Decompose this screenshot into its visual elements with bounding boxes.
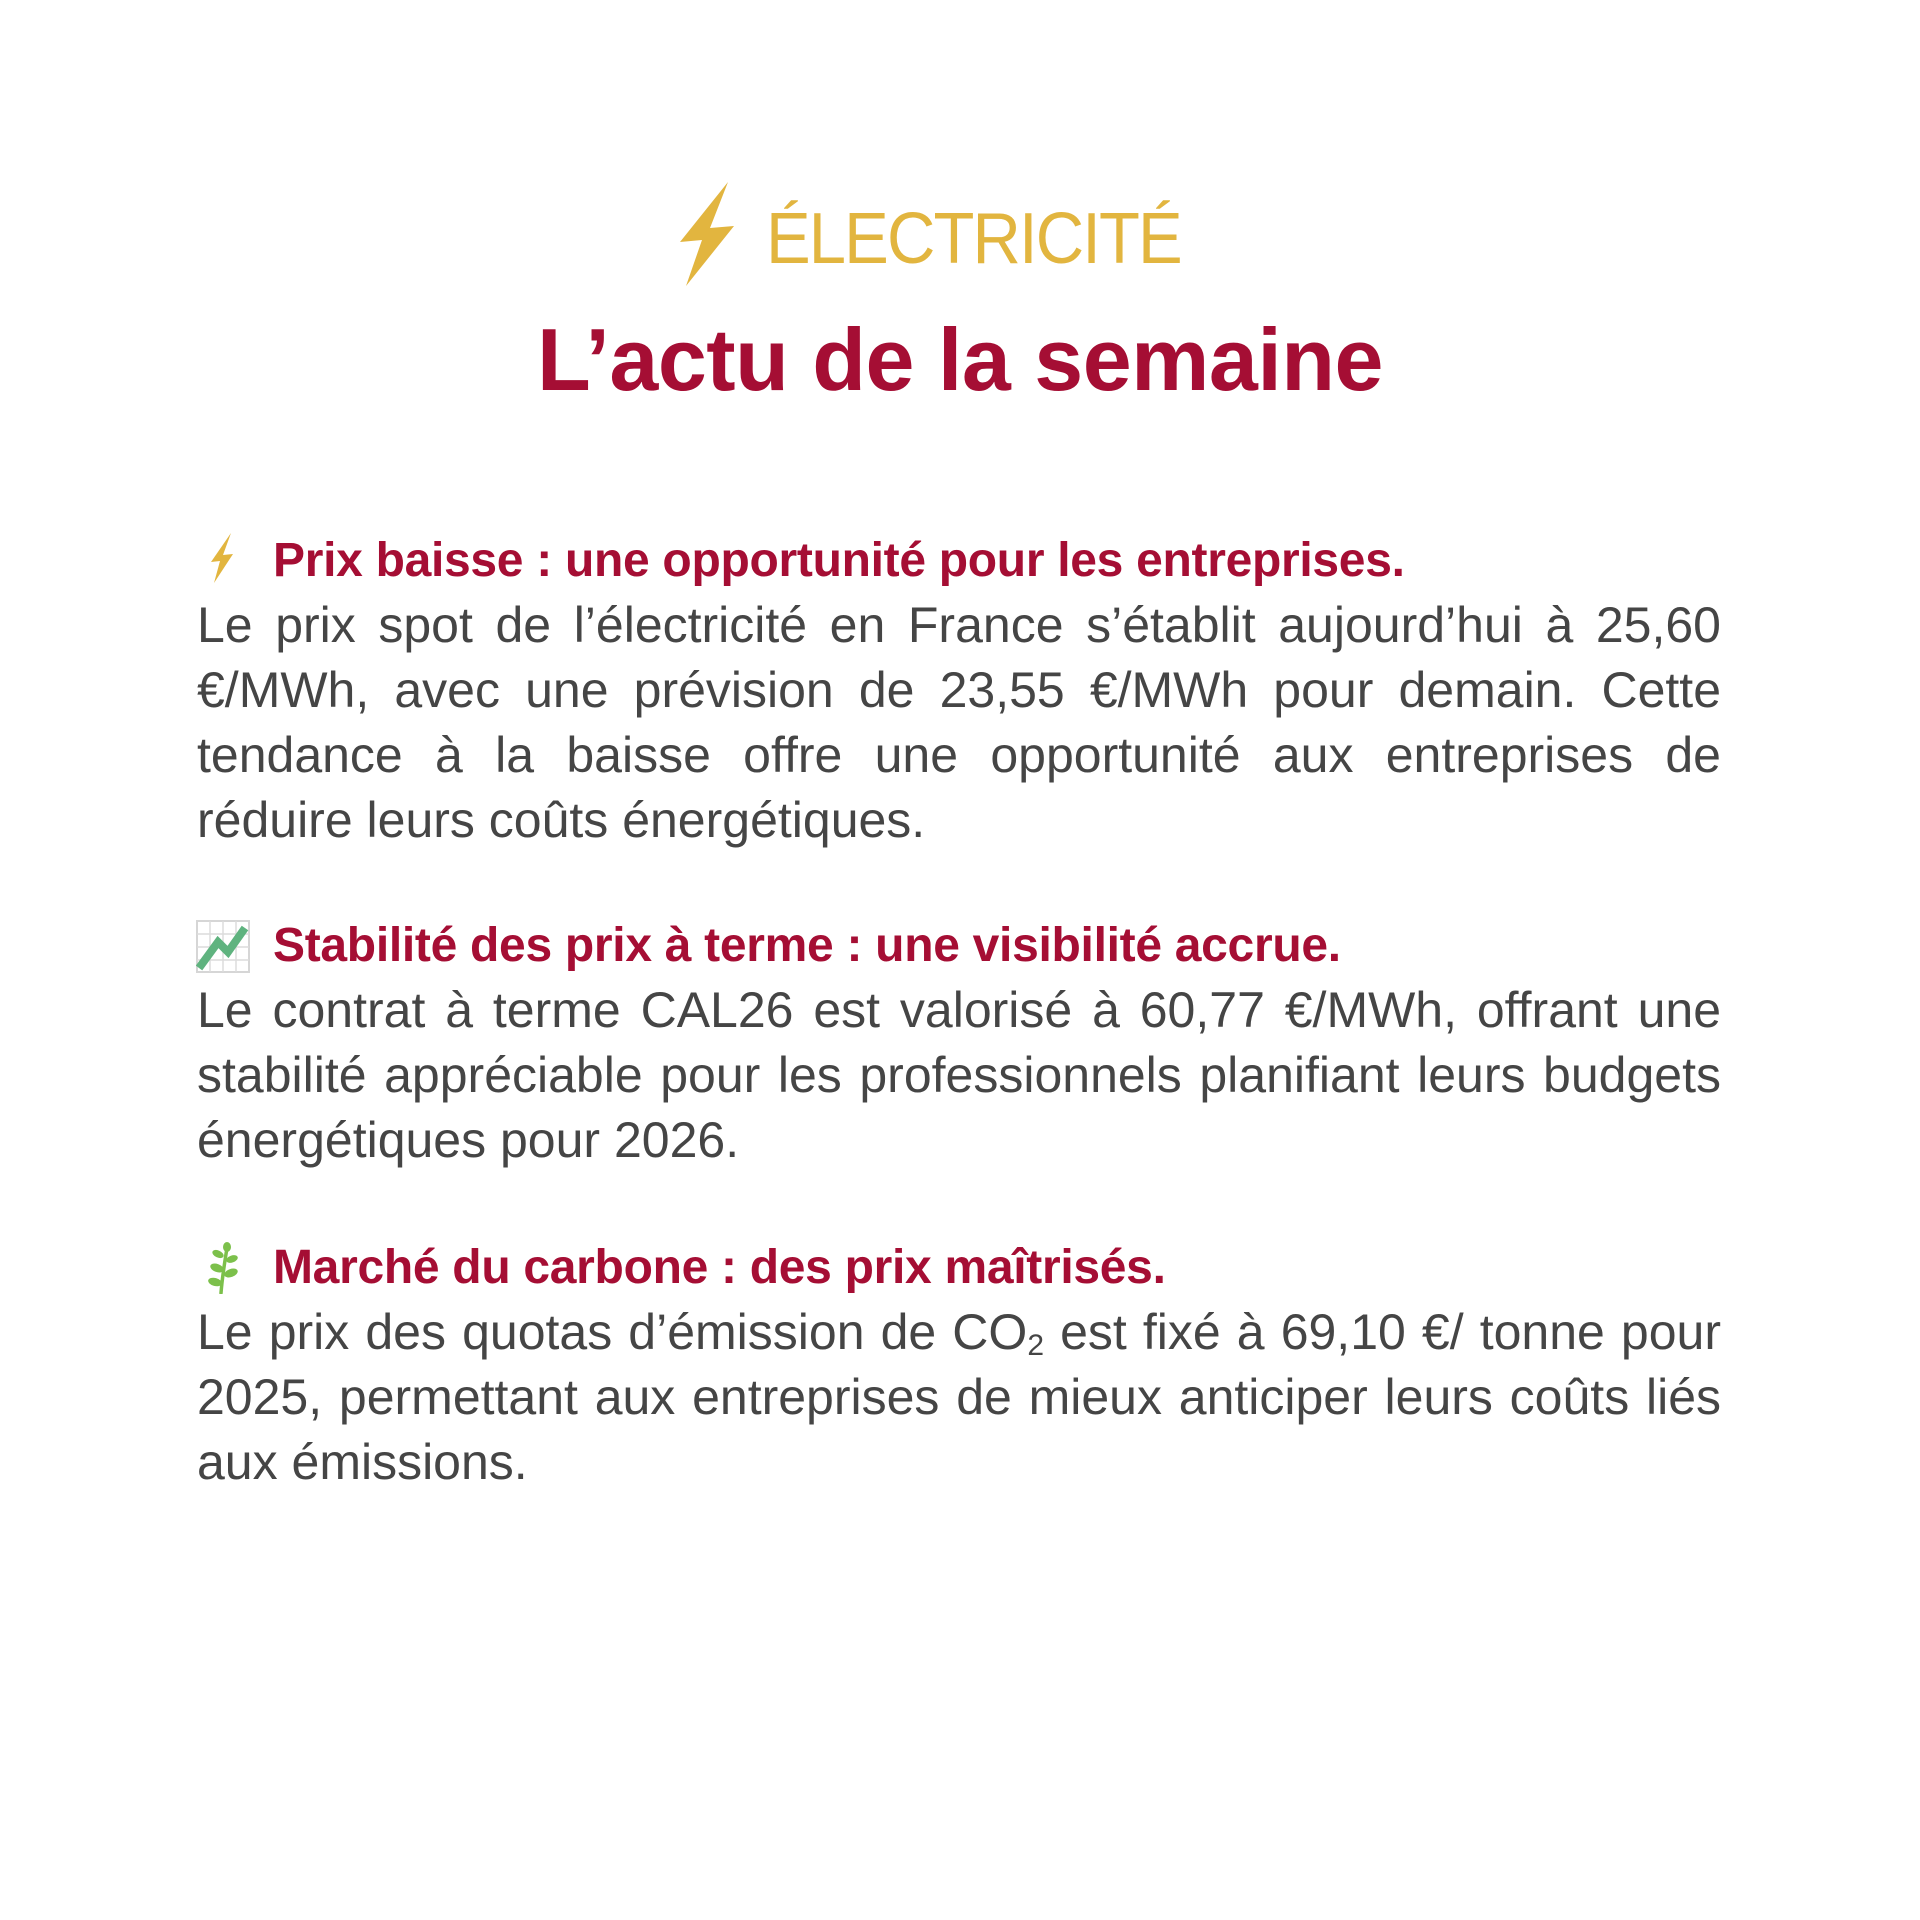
news-item-price-drop xyxy=(197,528,1721,853)
herb-icon xyxy=(208,1242,238,1294)
news-item-heading xyxy=(197,528,1721,593)
news-item-body: Le contrat à terme CAL26 est valorisé à 60,77 €/MWh, offrant une stabilité appréciable pour les professionnels planifiant leurs budgets énergétiques pour 2026. xyxy=(197,982,1721,1168)
news-item-heading xyxy=(197,913,1721,978)
news-item-carbon-market xyxy=(197,1235,1721,1495)
chart-increasing-icon xyxy=(196,920,250,973)
page-title: L’actu de la semaine xyxy=(537,310,1383,409)
news-item-body xyxy=(197,1300,1721,1495)
news-item-title: Prix baisse : une opportunité pour les entreprises. xyxy=(273,534,1405,587)
lightning-bolt-icon xyxy=(680,182,734,286)
lightning-bolt-icon xyxy=(211,533,233,583)
news-item-body: Le prix spot de l’électricité en France s’établit aujourd’hui à 25,60 €/MWh, avec une prévision de 23,55 €/MWh pour demain. Cette tendance à la baisse offre une opportunité aux entreprises de réduire leurs coûts énergétiques. xyxy=(197,597,1721,848)
body-text-part: est fixé à 69,10 €/ tonne pour 2025, permettant aux entreprises de mieux anticiper leurs coûts liés aux émissions. xyxy=(197,1304,1721,1490)
news-item-forward-prices xyxy=(197,913,1721,1173)
news-item-heading xyxy=(197,1235,1721,1300)
news-item-title: Stabilité des prix à terme : une visibilité accrue. xyxy=(273,919,1341,972)
news-item-title: Marché du carbone : des prix maîtrisés. xyxy=(273,1241,1166,1294)
section-kicker: ÉLECTRICITÉ xyxy=(766,199,1181,279)
co2-subscript: 2 xyxy=(1027,1329,1044,1362)
body-text-part: Le prix des quotas d’émission de CO xyxy=(197,1304,1028,1360)
